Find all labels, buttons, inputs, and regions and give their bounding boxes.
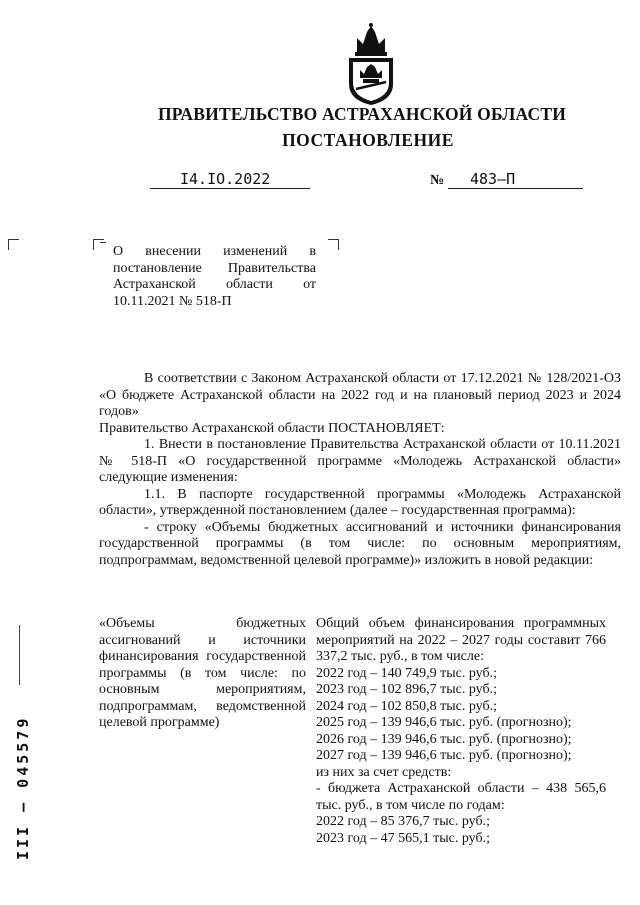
funding-year-row: 2026 год – 139 946,6 тыс. руб. (прогнозно);	[316, 731, 572, 747]
regional-year-row: 2023 год – 47 565,1 тыс. руб.;	[316, 830, 490, 846]
corner-mark-left	[8, 239, 19, 250]
funding-year-row: 2024 год – 102 850,8 тыс. руб.;	[316, 698, 497, 714]
intro-paragraph: В соответствии с Законом Астраханской области от 17.12.2021 № 128/2021-ОЗ «О бюджете Астраханской области на 2022 год и на плановый период 2023 и 2024 годов»	[99, 371, 621, 419]
funding-year-row: 2023 год – 102 896,7 тыс. руб.;	[316, 682, 497, 697]
item-1-1-paragraph: 1.1. В паспорте государственной программы «Молодежь Астраханской области», утвержденной постановлением (далее – государственная программа):	[99, 486, 621, 518]
number-underline	[448, 188, 583, 189]
document-subject: О внесении изменений в постановление Правительства Астраханской области от 10.11.2021 № 518-П	[113, 244, 316, 309]
decree-paragraph: Правительство Астраханской области ПОСТАНОВЛЯЕТ:	[99, 420, 445, 436]
document-number: 483–П	[470, 170, 516, 188]
margin-line	[19, 625, 20, 685]
document-type: ПОСТАНОВЛЕНИЕ	[282, 130, 454, 150]
organization-title: ПРАВИТЕЛЬСТВО АСТРАХАНСКОЙ ОБЛАСТИ	[157, 104, 567, 124]
funding-year-row: 2022 год – 140 749,9 тыс. руб.;	[316, 665, 497, 681]
corner-mark-subject-left	[93, 239, 104, 250]
table-right-cell	[316, 616, 606, 847]
funding-year-row: 2025 год – 139 946,6 тыс. руб. (прогнозно);	[316, 715, 572, 730]
document-date: I4.IO.2022	[180, 170, 271, 188]
serial-number: III – 045579	[14, 715, 32, 860]
funding-total: Общий объем финансирования программных мероприятий на 2022 – 2027 годы составит 766 337,2 тыс. руб., в том числе:	[316, 616, 606, 664]
coat-of-arms-icon	[343, 22, 399, 106]
corner-mark-subject-right	[328, 239, 339, 250]
funding-year-row: 2027 год – 139 946,6 тыс. руб. (прогнозно);	[316, 748, 572, 763]
line-replacement-paragraph: - строку «Объемы бюджетных ассигнований и источники финансирования государственной программы (в том числе: по основным мероприятиям, подпрограммам, ведомственной целевой программе)» изложить в новой редакции:	[99, 519, 621, 568]
regional-year-row: 2022 год – 85 376,7 тыс. руб.;	[316, 814, 490, 829]
date-underline	[150, 188, 310, 189]
regional-budget-total: - бюджета Астраханской области – 438 565,6 тыс. руб., в том числе по годам:	[316, 781, 606, 813]
item-1-paragraph: 1. Внести в постановление Правительства Астраханской области от 10.11.2021 № 518-П «О государственной программе «Молодежь Астраханской области» следующие изменения:	[99, 437, 621, 485]
number-sign: №	[430, 173, 445, 188]
table-left-cell: «Объемы бюджетных ассигнований и источники финансирования государственной программы (в том числе: по основным мероприятиям, подпрограммам, ведомственной целевой программе)	[99, 616, 306, 730]
funding-sources-label: из них за счет средств:	[316, 764, 452, 780]
document-body	[99, 371, 621, 569]
corner-mark-subject-tick	[100, 242, 106, 243]
